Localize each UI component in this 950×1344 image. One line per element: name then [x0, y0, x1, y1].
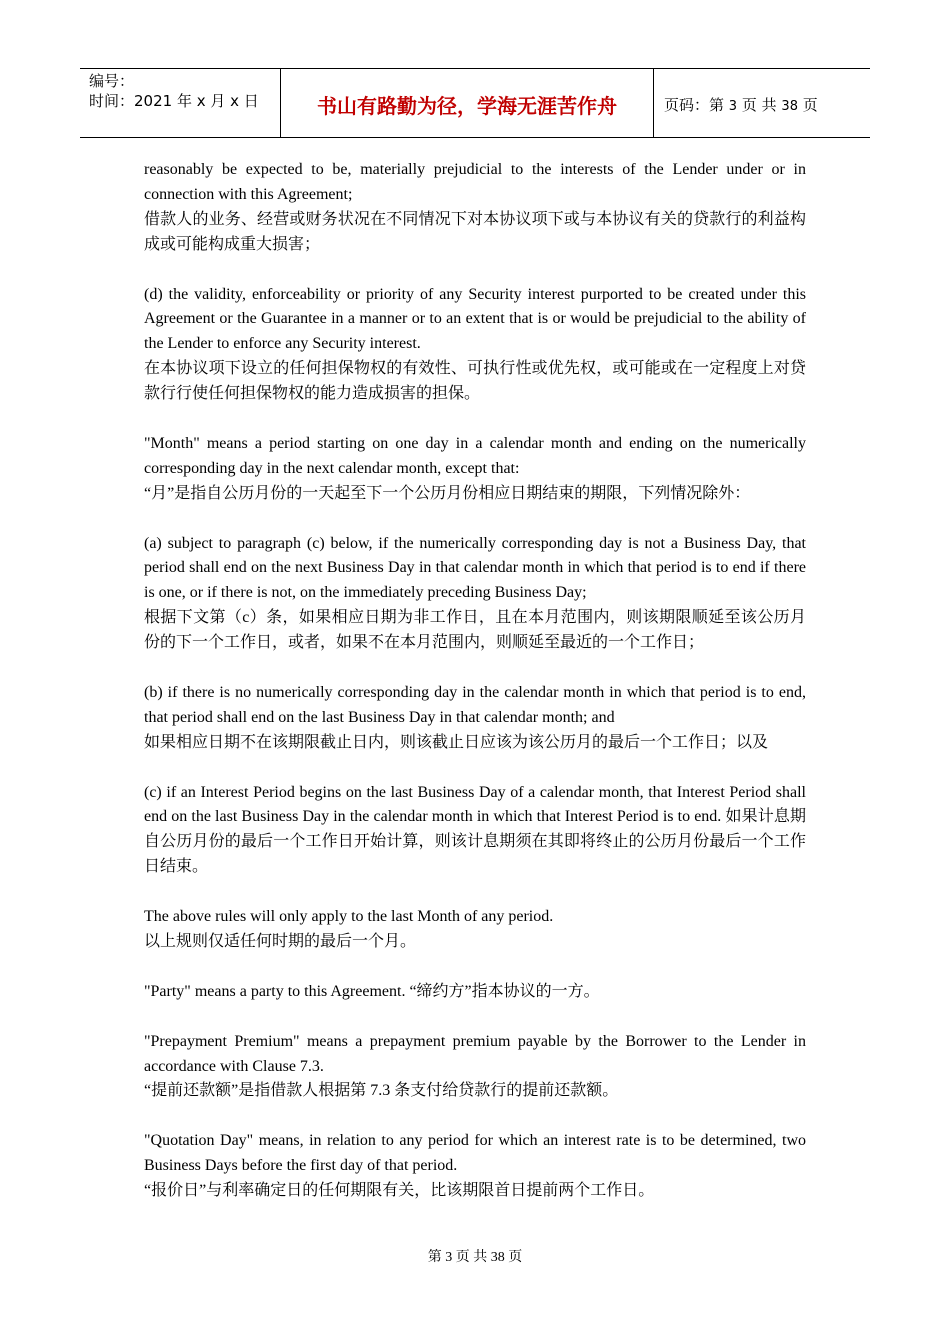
- paragraph-chinese: “报价日”与利率确定日的任何期限有关，比该期限首日提前两个工作日。: [144, 1182, 655, 1200]
- header-left-cell: [80, 69, 281, 137]
- paragraph-english: (b) if there is no numerically corresponding day in the calendar month in which that period is to end, that period shall end on the last Business Day in that calendar month; and: [144, 683, 806, 726]
- paragraph-chinese: 在本协议项下设立的任何担保物权的有效性、可执行性或优先权，或可能或在一定程度上对贷款行行使任何担保物权的能力造成损害的担保。: [144, 360, 806, 403]
- document-body: [144, 158, 806, 1229]
- document-date-label: 时间：2021 年 x 月 x 日: [89, 92, 259, 110]
- paragraph: [144, 681, 806, 756]
- paragraph: [144, 905, 806, 955]
- paragraph-mixed: (c) if an Interest Period begins on the last Business Day of a calendar month, that Interest Period shall end on the last Business Day in the calendar month in which that Interest Period is to end. 如果计息期自公历月份的最后一个工作日开始计算，则该计息期须在其即将终止的公历月份最后一个工作日结束。: [144, 783, 806, 876]
- paragraph: [144, 432, 806, 507]
- paragraph-english: (d) the validity, enforceability or priority of any Security interest purported to be created under this Agreement or the Guarantee in a manner or to an extent that is or would be prejudicial to the ability of the Lender to enforce any Security interest.: [144, 285, 806, 353]
- header-page-cell: [654, 69, 870, 137]
- paragraph: [144, 158, 806, 258]
- paragraph-chinese: “提前还款额”是指借款人根据第 7.3 条支付给贷款行的提前还款额。: [144, 1082, 619, 1100]
- paragraph-chinese: 根据下文第（c）条，如果相应日期为非工作日，且在本月范围内，则该期限顺延至该公历月份的下一个工作日，或者，如果不在本月范围内，则顺延至最近的一个工作日；: [144, 609, 806, 652]
- paragraph-english: "Month" means a period starting on one day in a calendar month and ending on the numerically corresponding day in the next calendar month, except that:: [144, 434, 806, 477]
- paragraph-mixed: "Party" means a party to this Agreement. “缔约方”指本协议的一方。: [144, 982, 600, 1000]
- paragraph-chinese: 借款人的业务、经营或财务状况在不同情况下对本协议项下或与本协议有关的贷款行的利益构成或可能构成重大损害；: [144, 210, 806, 253]
- page-suffix: 页: [802, 95, 818, 114]
- paragraph-english: reasonably be expected to be, materially prejudicial to the interests of the Lender under or in connection with this Agreement;: [144, 161, 806, 203]
- paragraph-chinese: 以上规则仅适任何时期的最后一个月。: [144, 933, 417, 950]
- paragraph-english: "Prepayment Premium" means a prepayment premium payable by the Borrower to the Lender in accordance with Clause 7.3.: [144, 1032, 806, 1075]
- paragraph-english: The above rules will only apply to the last Month of any period.: [144, 908, 554, 926]
- paragraph-chinese: “月”是指自公历月份的一天起至下一个公历月份相应日期结束的期限，下列情况除外：: [144, 484, 751, 502]
- header-motto-cell: [281, 69, 654, 137]
- document-number-label: 编号：: [89, 72, 135, 90]
- paragraph: [144, 532, 806, 657]
- paragraph-english: "Quotation Day" means, in relation to any period for which an interest rate is to be determined, two Business Days before the first day of that period.: [144, 1132, 806, 1175]
- header-page-number: [664, 94, 870, 115]
- page-header: [80, 68, 870, 138]
- page-total: 38: [781, 98, 798, 114]
- page-footer: 第 3 页 共 38 页: [427, 1250, 523, 1265]
- paragraph: [144, 1030, 806, 1105]
- page-mid: 页 共: [741, 95, 777, 114]
- header-motto: 书山有路勤为径，学海无涯苦作舟: [317, 93, 617, 118]
- paragraph: [144, 1129, 806, 1204]
- paragraph: [144, 781, 806, 881]
- paragraph-english: (a) subject to paragraph (c) below, if the numerically corresponding day is not a Business Day, that period shall end on the next Business Day in that calendar month in which that period is to end if there is one, or if there is not, on the immediately preceding Business Day;: [144, 534, 806, 602]
- paragraph: [144, 980, 806, 1005]
- page-prefix: 页码：第: [664, 95, 725, 114]
- page-current: 3: [728, 98, 738, 114]
- paragraph-chinese: 如果相应日期不在该期限截止日内，则该截止日应该为该公历月的最后一个工作日；以及: [144, 733, 769, 751]
- paragraph: [144, 283, 806, 408]
